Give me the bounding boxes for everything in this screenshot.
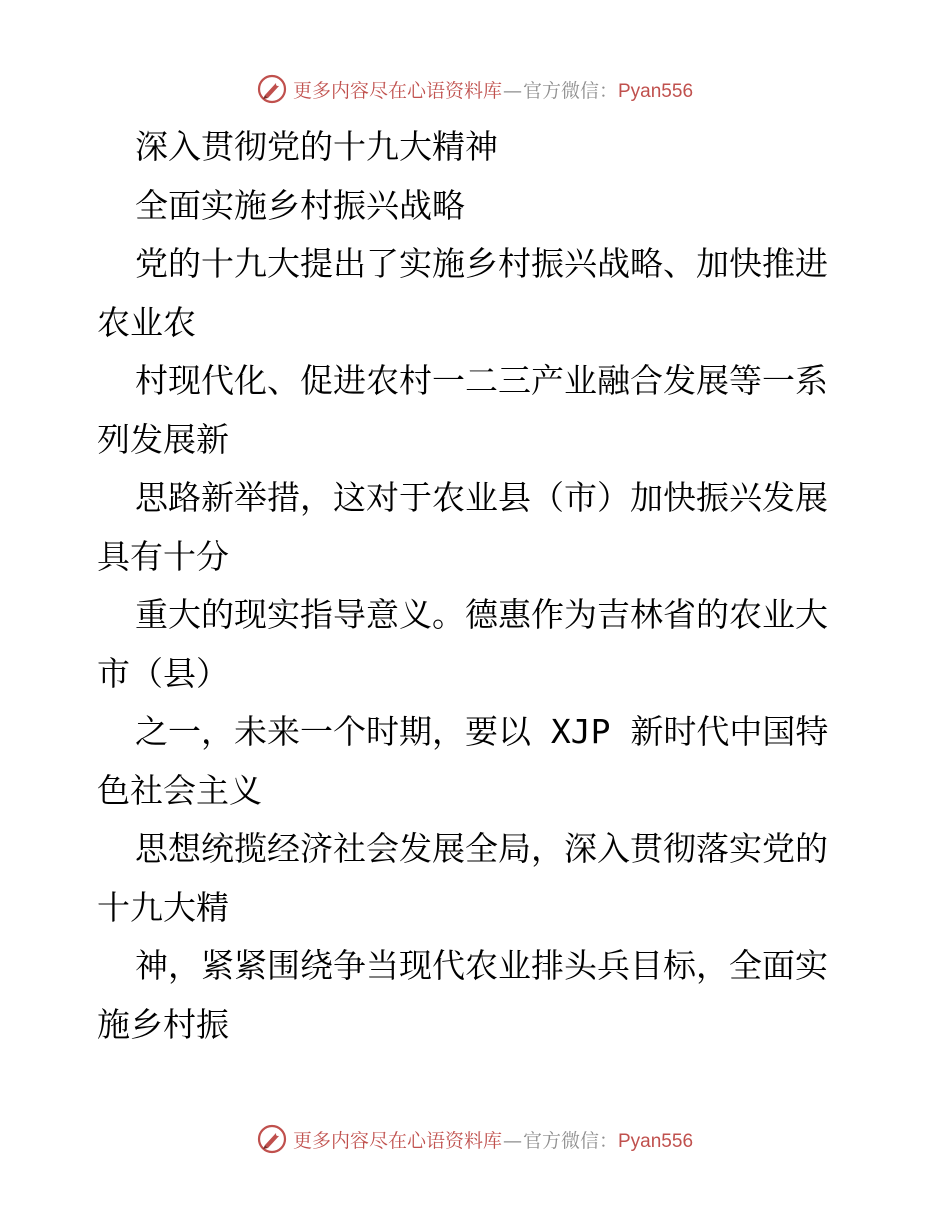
document-body (97, 118, 857, 1054)
doc-line: 村现代化、促进农村一二三产业融合发展等一系 (135, 361, 828, 400)
doc-line: 思想统揽经济社会发展全局，深入贯彻落实党的 (135, 829, 828, 868)
doc-line: 列发展新 (97, 419, 229, 459)
doc-line: 深入贯彻党的十九大精神 (135, 127, 498, 166)
banner-wechat-label: 官方微信： (522, 79, 618, 102)
banner-text (293, 76, 693, 103)
banner-wechat-label: 官方微信： (522, 1129, 618, 1152)
pen-logo-icon (257, 74, 287, 104)
doc-line: 全面实施乡村振兴战略 (135, 185, 465, 225)
footer-banner (0, 1122, 950, 1156)
doc-line: 神，紧紧围绕争当现代农业排头兵目标，全面实 (135, 946, 828, 985)
banner-dash: — (502, 1129, 522, 1152)
pen-logo-icon (257, 1124, 287, 1154)
banner-text (293, 1126, 693, 1153)
doc-line: 十九大精 (97, 887, 229, 927)
doc-line: 党的十九大提出了实施乡村振兴战略、加快推进 (135, 244, 828, 283)
doc-line: 具有十分 (97, 536, 229, 576)
banner-wechat-id: Pyan556 (618, 80, 694, 102)
doc-line: 施乡村振 (97, 1004, 229, 1044)
banner-main-text: 更多内容尽在心语资料库 (292, 79, 502, 102)
doc-line: 农业农 (97, 302, 196, 342)
doc-line: 色社会主义 (97, 770, 262, 810)
doc-line: 市（县） (97, 653, 229, 693)
doc-line: 重大的现实指导意义。德惠作为吉林省的农业大 (135, 595, 828, 634)
doc-line: 之一，未来一个时期，要以 XJP 新时代中国特 (135, 712, 829, 751)
doc-line: 思路新举措，这对于农业县（市）加快振兴发展 (135, 478, 828, 517)
header-banner (0, 72, 950, 106)
banner-wechat-id: Pyan556 (618, 1130, 694, 1152)
banner-main-text: 更多内容尽在心语资料库 (292, 1129, 502, 1152)
banner-dash: — (502, 79, 522, 102)
